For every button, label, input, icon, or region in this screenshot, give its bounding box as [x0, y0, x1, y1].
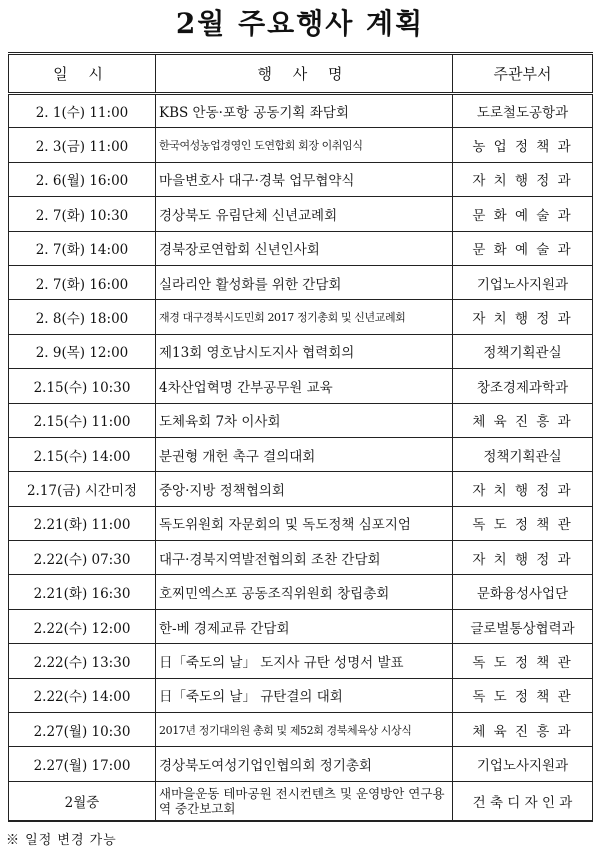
row-event: 日「죽도의 날」 규탄결의 대회 — [156, 678, 453, 712]
row-department: 창조경제과학과 — [453, 369, 593, 403]
row-datetime: 2월중 — [9, 781, 156, 821]
row-event: 제13회 영호남시도지사 협력회의 — [156, 334, 453, 368]
table-header-row — [9, 54, 593, 94]
row-department: 도로철도공항과 — [453, 94, 593, 128]
table-row — [9, 609, 593, 643]
table-row — [9, 403, 593, 437]
schedule-change-note: ※ 일정 변경 가능 — [6, 833, 117, 848]
table-row — [9, 128, 593, 162]
row-datetime: 2. 7(화) 16:00 — [9, 265, 156, 299]
row-event: 새마을운동 테마공원 전시컨텐츠 및 운영방안 연구용역 중간보고회 — [156, 781, 453, 821]
row-event: 도체육회 7차 이사회 — [156, 403, 453, 437]
row-event: 중앙·지방 정책협의회 — [156, 472, 453, 506]
table-row — [9, 437, 593, 471]
schedule-table — [8, 52, 593, 822]
row-department: 체 육 진 흥 과 — [453, 403, 593, 437]
page-title: 2월 주요행사 계획 — [175, 7, 425, 40]
row-event: 호찌민엑스포 공동조직위원회 창립총회 — [156, 575, 453, 609]
row-event: 실라리안 활성화를 위한 간담회 — [156, 265, 453, 299]
table-row — [9, 94, 593, 128]
row-datetime: 2. 6(월) 16:00 — [9, 162, 156, 196]
row-department: 문 화 예 술 과 — [453, 197, 593, 231]
column-header-event: 행 사 명 — [156, 54, 453, 94]
table-row — [9, 678, 593, 712]
table-row — [9, 506, 593, 540]
row-event: 분권형 개헌 촉구 결의대회 — [156, 437, 453, 471]
row-department: 자 치 행 정 과 — [453, 300, 593, 334]
row-datetime: 2. 8(수) 18:00 — [9, 300, 156, 334]
table-row — [9, 300, 593, 334]
row-department: 독 도 정 책 관 — [453, 678, 593, 712]
table-row — [9, 265, 593, 299]
row-datetime: 2.27(월) 17:00 — [9, 747, 156, 781]
row-event: 독도위원회 자문회의 및 독도정책 심포지엄 — [156, 506, 453, 540]
row-event: 한-베 경제교류 간담회 — [156, 609, 453, 643]
row-datetime: 2.22(수) 07:30 — [9, 541, 156, 575]
row-datetime: 2.22(수) 13:30 — [9, 644, 156, 678]
table-row — [9, 747, 593, 781]
row-datetime: 2.15(수) 10:30 — [9, 369, 156, 403]
row-department: 농 업 정 책 과 — [453, 128, 593, 162]
row-datetime: 2.17(금) 시간미정 — [9, 472, 156, 506]
row-datetime: 2.21(화) 11:00 — [9, 506, 156, 540]
row-event: 대구·경북지역발전협의회 조찬 간담회 — [156, 541, 453, 575]
row-event: 4차산업혁명 간부공무원 교육 — [156, 369, 453, 403]
row-datetime: 2.15(수) 11:00 — [9, 403, 156, 437]
row-event: 경북장로연합회 신년인사회 — [156, 231, 453, 265]
row-datetime: 2. 9(목) 12:00 — [9, 334, 156, 368]
column-header-datetime: 일 시 — [9, 54, 156, 94]
table-row — [9, 472, 593, 506]
table-row — [9, 713, 593, 747]
row-department: 정책기획관실 — [453, 334, 593, 368]
row-event: KBS 안동·포항 공동기획 좌담회 — [156, 94, 453, 128]
row-department: 기업노사지원과 — [453, 747, 593, 781]
row-department: 자 치 행 정 과 — [453, 541, 593, 575]
row-department: 자 치 행 정 과 — [453, 162, 593, 196]
column-header-department: 주관부서 — [453, 54, 593, 94]
row-datetime: 2. 1(수) 11:00 — [9, 94, 156, 128]
row-datetime: 2.27(월) 10:30 — [9, 713, 156, 747]
row-department: 독 도 정 책 관 — [453, 506, 593, 540]
table-row — [9, 197, 593, 231]
row-department: 자 치 행 정 과 — [453, 472, 593, 506]
row-event: 경상북도여성기업인협의회 정기총회 — [156, 747, 453, 781]
table-row — [9, 162, 593, 196]
row-event: 한국여성농업경영인 도연합회 회장 이취임식 — [156, 128, 453, 162]
row-datetime: 2.22(수) 12:00 — [9, 609, 156, 643]
row-datetime: 2.22(수) 14:00 — [9, 678, 156, 712]
row-event: 2017년 정기대의원 총회 및 제52회 경북체육상 시상식 — [156, 713, 453, 747]
table-row — [9, 231, 593, 265]
row-datetime: 2. 3(금) 11:00 — [9, 128, 156, 162]
row-department: 글로벌통상협력과 — [453, 609, 593, 643]
table-row — [9, 334, 593, 368]
row-department: 독 도 정 책 관 — [453, 644, 593, 678]
table-row — [9, 541, 593, 575]
table-row — [9, 575, 593, 609]
row-department: 정책기획관실 — [453, 437, 593, 471]
row-datetime: 2.15(수) 14:00 — [9, 437, 156, 471]
table-row — [9, 644, 593, 678]
row-datetime: 2. 7(화) 14:00 — [9, 231, 156, 265]
row-datetime: 2.21(화) 16:30 — [9, 575, 156, 609]
row-department: 기업노사지원과 — [453, 265, 593, 299]
row-department: 체 육 진 흥 과 — [453, 713, 593, 747]
row-event: 재경 대구경북시도민회 2017 정기총회 및 신년교례회 — [156, 300, 453, 334]
table-row — [9, 781, 593, 821]
row-event: 日「죽도의 날」 도지사 규탄 성명서 발표 — [156, 644, 453, 678]
row-event: 경상북도 유림단체 신년교례회 — [156, 197, 453, 231]
table-row — [9, 369, 593, 403]
row-event: 마을변호사 대구·경북 업무협약식 — [156, 162, 453, 196]
row-department: 문 화 예 술 과 — [453, 231, 593, 265]
row-datetime: 2. 7(화) 10:30 — [9, 197, 156, 231]
row-department: 건 축 디 자 인 과 — [453, 781, 593, 821]
row-department: 문화융성사업단 — [453, 575, 593, 609]
